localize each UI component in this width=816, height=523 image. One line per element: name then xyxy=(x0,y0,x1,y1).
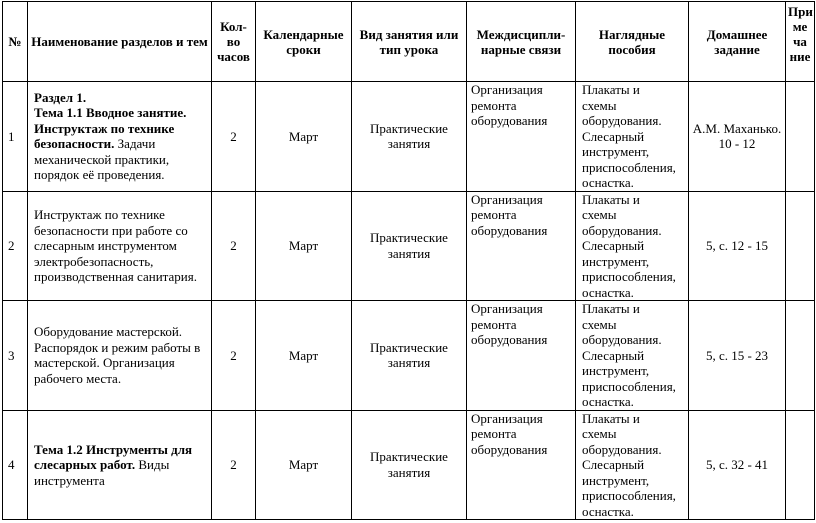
header-title: Наименование разделов и тем xyxy=(28,2,212,82)
topic-cell xyxy=(28,410,212,520)
lesson-type-cell: Практические занятия xyxy=(352,82,467,192)
interdisciplinary-cell: Организация ремонта оборудования xyxy=(467,82,576,192)
homework-cell: А.М. Маханько. 10 - 12 xyxy=(689,82,786,192)
topic-text: Инструктаж по технике безопасности при работе со слесарным инструментом электробезопасность, производственная санитария. xyxy=(34,207,197,284)
lesson-type-cell: Практические занятия xyxy=(352,301,467,411)
topic-cell xyxy=(28,82,212,192)
notes-cell xyxy=(786,82,815,192)
visual-aids-text: Плакаты и схемы оборудования. Слесарный инструмент, приспособления, оснастка. xyxy=(582,301,676,409)
date-cell: Март xyxy=(256,410,352,520)
visual-aids-cell xyxy=(576,410,689,520)
notes-cell xyxy=(786,301,815,411)
table-row xyxy=(3,410,815,520)
interdisciplinary-cell: Организация ремонта оборудования xyxy=(467,301,576,411)
hours-cell: 2 xyxy=(212,82,256,192)
topic-text: Задачи механической практики, порядок её проведения. xyxy=(34,136,170,183)
interdisciplinary-cell: Организация ремонта оборудования xyxy=(467,410,576,520)
header-dates: Календарные сроки xyxy=(256,2,352,82)
lesson-type-cell: Практические занятия xyxy=(352,191,467,301)
lesson-type-cell: Практические занятия xyxy=(352,410,467,520)
homework-cell: 5, с. 12 - 15 xyxy=(689,191,786,301)
hours-cell: 2 xyxy=(212,301,256,411)
visual-aids-cell xyxy=(576,191,689,301)
visual-aids-text: Плакаты и схемы оборудования. Слесарный инструмент, приспособления, оснастка. xyxy=(582,82,676,190)
header-interdisciplinary: Междисципли-нарные связи xyxy=(467,2,576,82)
header-homework: Домашнее задание xyxy=(689,2,786,82)
visual-aids-cell xyxy=(576,301,689,411)
topic-text: Виды инструмента xyxy=(34,457,170,488)
row-number: 4 xyxy=(3,410,28,520)
topic-text: Оборудование мастерской. Распорядок и режим работы в мастерской. Организация рабочего места. xyxy=(34,324,201,386)
topic-cell xyxy=(28,191,212,301)
header-lesson-type: Вид занятия или тип урока xyxy=(352,2,467,82)
date-cell: Март xyxy=(256,191,352,301)
header-num: № xyxy=(3,2,28,82)
row-number: 1 xyxy=(3,82,28,192)
date-cell: Март xyxy=(256,301,352,411)
notes-cell xyxy=(786,410,815,520)
row-number: 2 xyxy=(3,191,28,301)
homework-cell: 5, с. 32 - 41 xyxy=(689,410,786,520)
hours-cell: 2 xyxy=(212,191,256,301)
header-notes: При ме ча ние xyxy=(786,2,815,82)
table-row xyxy=(3,82,815,192)
topic-bold-text: Раздел 1. Тема 1.1 Вводное занятие. Инструктаж по технике безопасности. xyxy=(34,89,187,152)
row-number: 3 xyxy=(3,301,28,411)
homework-cell: 5, с. 15 - 23 xyxy=(689,301,786,411)
header-visual-aids: Наглядные пособия xyxy=(576,2,689,82)
visual-aids-text: Плакаты и схемы оборудования. Слесарный инструмент, приспособления, оснастка. xyxy=(582,410,676,519)
visual-aids-cell xyxy=(576,82,689,192)
table-row xyxy=(3,301,815,411)
date-cell: Март xyxy=(256,82,352,192)
table-row xyxy=(3,191,815,301)
header-row xyxy=(3,2,815,82)
topic-bold-text: Тема 1.2 Инструменты для слесарных работ. xyxy=(34,441,193,472)
lesson-plan-table xyxy=(2,1,815,520)
notes-cell xyxy=(786,191,815,301)
interdisciplinary-cell: Организация ремонта оборудования xyxy=(467,191,576,301)
topic-cell xyxy=(28,301,212,411)
header-hours: Кол- во часов xyxy=(212,2,256,82)
visual-aids-text: Плакаты и схемы оборудования. Слесарный инструмент, приспособления, оснастка. xyxy=(582,191,676,300)
hours-cell: 2 xyxy=(212,410,256,520)
